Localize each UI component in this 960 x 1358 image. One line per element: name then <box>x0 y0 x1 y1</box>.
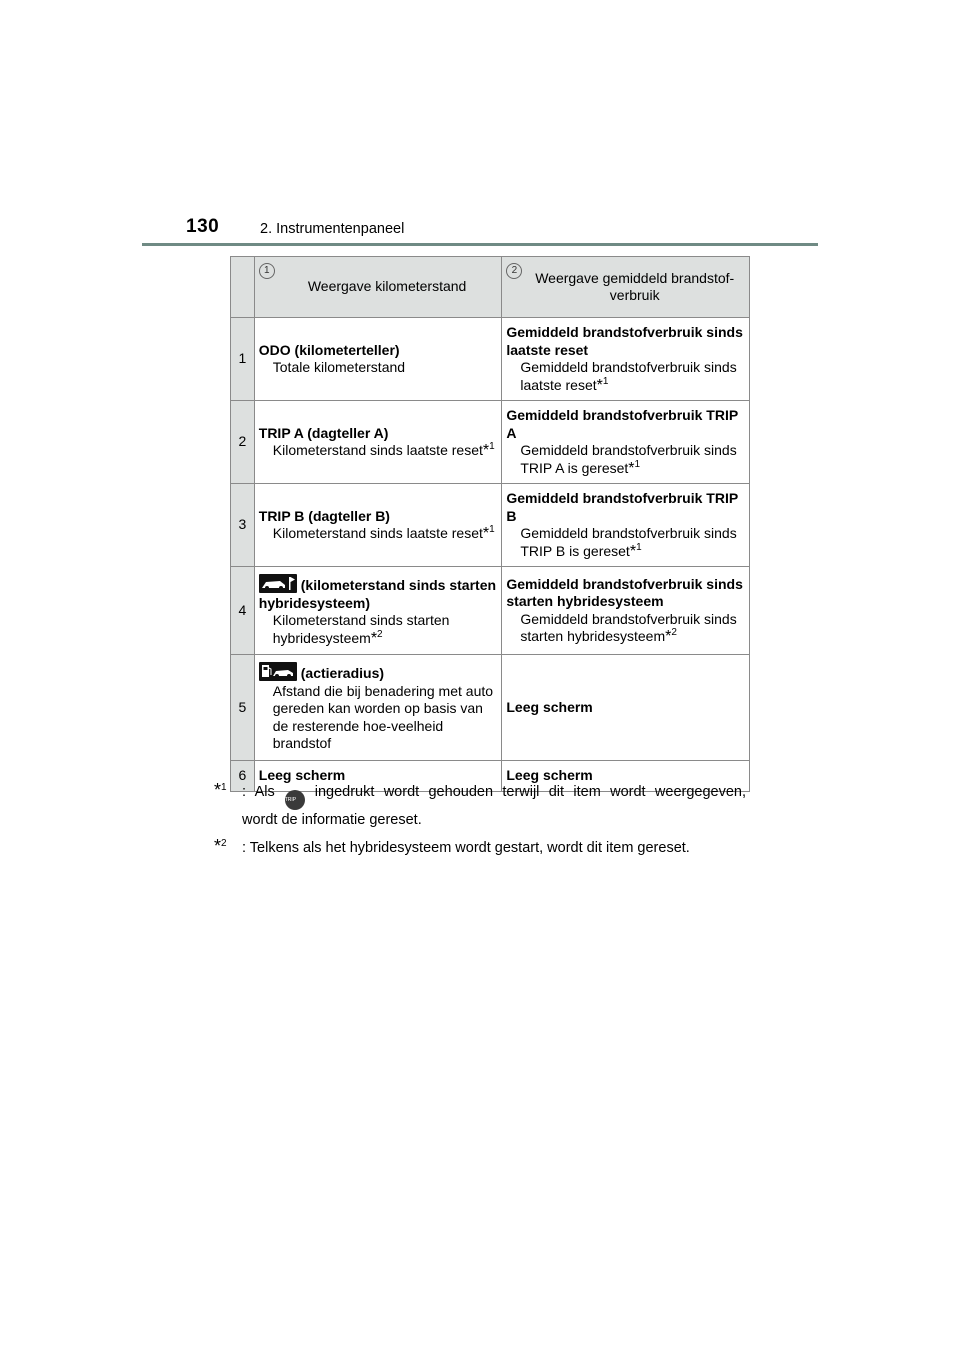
empty-screen-cell: Leeg scherm <box>502 761 750 792</box>
header-rule <box>142 243 818 246</box>
table-row <box>231 567 750 655</box>
row-number: 1 <box>231 318 255 401</box>
fuel-trip-b-cell: Gemiddeld brandstofverbruik TRIP B Gemiddeld brandstofverbruik sinds TRIP B is gereset*$^1$ <box>502 484 750 567</box>
hybrid-start-distance-cell: (kilometerstand sinds starten hybridesysteem) Kilometerstand sinds starten hybridesysteem*$^2$ <box>254 567 502 655</box>
empty-screen-cell: Leeg scherm <box>254 761 502 792</box>
row-number: 3 <box>231 484 255 567</box>
section-title: 2. Instrumentenpaneel <box>260 221 405 237</box>
table-row <box>231 401 750 484</box>
row-number: 2 <box>231 401 255 484</box>
table-row <box>231 484 750 567</box>
circled-number-1: 1 <box>259 263 275 279</box>
header-odometer-display: 1 Weergave kilometerstand <box>254 257 502 318</box>
row-number: 6 <box>231 761 255 792</box>
footnotes <box>214 782 746 866</box>
trip-a-cell: TRIP A (dagteller A) Kilometerstand sinds laatste reset*$^1$ <box>254 401 502 484</box>
empty-screen-cell: Leeg scherm <box>502 655 750 761</box>
fuel-cell: Gemiddeld brandstofverbruik sinds laatste reset Gemiddeld brandstofverbruik sinds laatste reset*$^1$ <box>502 318 750 401</box>
odometer-cell: ODO (kilometerteller) Totale kilometerstand <box>254 318 502 401</box>
footnote-2: *$^2$ : Telkens als het hybridesysteem wordt gestart, wordt dit item gereset. <box>214 836 690 856</box>
fuel-trip-a-cell: Gemiddeld brandstofverbruik TRIP A Gemiddeld brandstofverbruik sinds TRIP A is gereset*$^1$ <box>502 401 750 484</box>
header-num-cell <box>231 257 255 318</box>
fuel-car-icon <box>259 662 297 681</box>
trip-button-icon: TRIP <box>285 790 305 810</box>
header-fuel-consumption-display: 2 Weergave gemiddeld brandstof-verbruik <box>502 257 750 318</box>
row-number: 4 <box>231 567 255 655</box>
car-flag-icon <box>259 574 297 593</box>
page-number: 130 <box>186 216 220 237</box>
page-header <box>0 0 960 250</box>
row-number: 5 <box>231 655 255 761</box>
footnote-1: *$^1$ : Als TRIP ingedrukt wordt gehouden terwijl dit item wordt weergegeven, wordt de informatie gereset. <box>214 780 746 828</box>
table-row <box>231 655 750 761</box>
fuel-hybrid-start-cell: Gemiddeld brandstofverbruik sinds starten hybridesysteem Gemiddeld brandstofverbruik sinds starten hybridesysteem*$^2$ <box>502 567 750 655</box>
range-cell: (actieradius) Afstand die bij benadering met auto gereden kan worden op basis van de resterende hoe-veelheid brandstof <box>254 655 502 761</box>
circled-number-2: 2 <box>506 263 522 279</box>
display-items-table <box>230 256 750 792</box>
table-header-row <box>231 257 750 318</box>
trip-b-cell: TRIP B (dagteller B) Kilometerstand sinds laatste reset*$^1$ <box>254 484 502 567</box>
table-row <box>231 318 750 401</box>
